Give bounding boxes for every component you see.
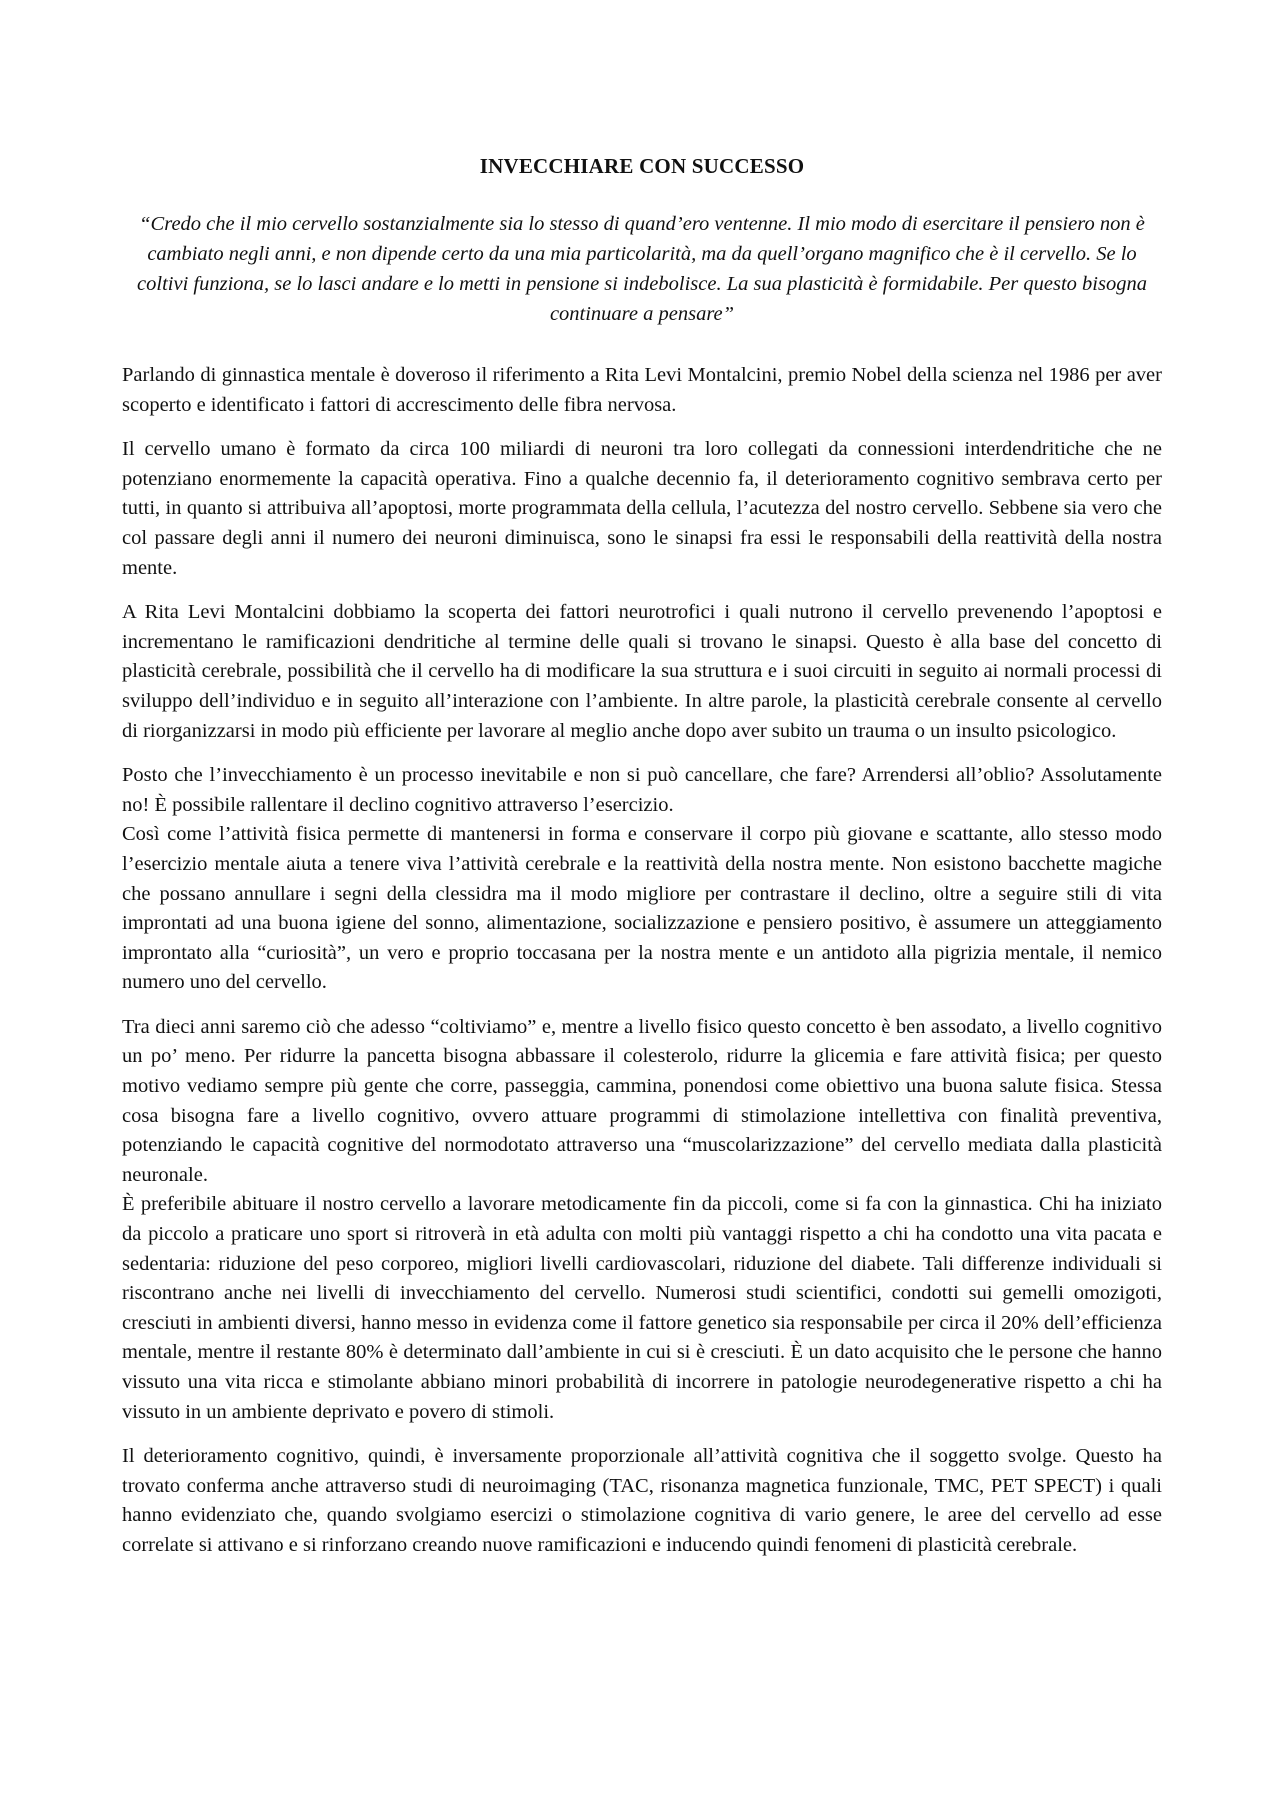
paragraph: È preferibile abituare il nostro cervello a lavorare metodicamente fin da piccoli, come si fa con la ginnastica. Chi ha iniziato da piccolo a praticare uno sport si ritroverà in età adulta con molti più vantaggi rispetto a chi ha condotto una vita pacata e sedentaria: riduzione del peso corporeo, migliori livelli cardiovascolari, riduzione del diabete. Tali differenze individuali si riscontrano anche nei livelli di invecchiamento del cervello. Numerosi studi scientifici, condotti sui gemelli omozigoti, cresciuti in ambienti diversi, hanno messo in evidenza come il fattore genetico sia responsabile per circa il 20% dell’efficienza mentale, mentre il restante 80% è determinato dall’ambiente in cui si è cresciuti. È un dato acquisito che le persone che hanno vissuto una vita ricca e stimolante abbiano minori probabilità di incorrere in patologie neurodegenerative rispetto a chi ha vissuto in un ambiente deprivato e povero di stimoli. [122, 1193, 1162, 1423]
paragraph: Così come l’attività fisica permette di mantenersi in forma e conservare il corpo più giovane e scattante, allo stesso modo l’esercizio mentale aiuta a tenere viva l’attività cerebrale e la reattività della nostra mente. Non esistono bacchette magiche che possano annullare i segni della clessidra ma il modo migliore per contrastare il declino, oltre a seguire stili di vita improntati ad una buona igiene del sonno, alimentazione, socializzazione e pensiero positivo, è assumere un atteggiamento improntato alla “curiosità”, un vero e proprio toccasana per la nostra mente e un antidoto alla pigrizia mentale, il nemico numero uno del cervello. [122, 823, 1162, 994]
document-body [122, 361, 1162, 1576]
opening-quote: “Credo che il mio cervello sostanzialmente sia lo stesso di quand’ero ventenne. Il mio modo di esercitare il pensiero non è cambiato negli anni, e non dipende certo da una mia particolarità, ma da quell’organo magnifico che è il cervello. Se lo coltivi funziona, se lo lasci andare e lo metti in pensione si indebolisce. La sua plasticità è formidabile. Per questo bisogna continuare a pensare” [137, 213, 1147, 325]
paragraph: Parlando di ginnastica mentale è doveroso il riferimento a Rita Levi Montalcini, premio Nobel della scienza nel 1986 per aver scoperto e identificato i fattori di accrescimento delle fibra nervosa. [122, 364, 1162, 416]
paragraph: Tra dieci anni saremo ciò che adesso “coltiviamo” e, mentre a livello fisico questo concetto è ben assodato, a livello cognitivo un po’ meno. Per ridurre la pancetta bisogna abbassare il colesterolo, ridurre la glicemia e fare attività fisica; per questo motivo vediamo sempre più gente che corre, passeggia, cammina, ponendosi come obiettivo una buona salute fisica. Stessa cosa bisogna fare a livello cognitivo, ovvero attuare programmi di stimolazione intellettiva con finalità preventiva, potenziando le capacità cognitive del normodotato attraverso una “muscolarizzazione” del cervello mediata dalla plasticità neuronale. [122, 1015, 1162, 1186]
paragraph: A Rita Levi Montalcini dobbiamo la scoperta dei fattori neurotrofici i quali nutrono il cervello prevenendo l’apoptosi e incrementano le ramificazioni dendritiche al termine delle quali si trovano le sinapsi. Questo è alla base del concetto di plasticità cerebrale, possibilità che il cervello ha di modificare la sua struttura e i suoi circuiti in seguito ai normali processi di sviluppo dell’individuo e in seguito all’interazione con l’ambiente. In altre parole, la plasticità cerebrale consente al cervello di riorganizzarsi in modo più efficiente per lavorare al meglio anche dopo aver subito un trauma o un insulto psicologico. [122, 601, 1162, 742]
paragraph: Il deterioramento cognitivo, quindi, è inversamente proporzionale all’attività cognitiva che il soggetto svolge. Questo ha trovato conferma anche attraverso studi di neuroimaging (TAC, risonanza magnetica funzionale, TMC, PET SPECT) i quali hanno evidenziato che, quando svolgiamo esercizi o stimolazione cognitiva di vario genere, le aree del cervello ad esse correlate si attivano e si rinforzano creando nuove ramificazioni e inducendo quindi fenomeni di plasticità cerebrale. [122, 1445, 1162, 1556]
paragraph: Il cervello umano è formato da circa 100 miliardi di neuroni tra loro collegati da connessioni interdendritiche che ne potenziano enormemente la capacità operativa. Fino a qualche decennio fa, il deterioramento cognitivo sembrava certo per tutti, in quanto si attribuiva all’apoptosi, morte programmata della cellula, l’acutezza del nostro cervello. Sebbene sia vero che col passare degli anni il numero dei neuroni diminuisca, sono le sinapsi fra essi le responsabili della reattività della nostra mente. [122, 438, 1162, 579]
paragraph: Posto che l’invecchiamento è un processo inevitabile e non si può cancellare, che fare? Arrendersi all’oblio? Assolutamente no! È possibile rallentare il declino cognitivo attraverso l’esercizio. [122, 764, 1162, 816]
document-title: INVECCHIARE CON SUCCESSO [479, 154, 805, 178]
